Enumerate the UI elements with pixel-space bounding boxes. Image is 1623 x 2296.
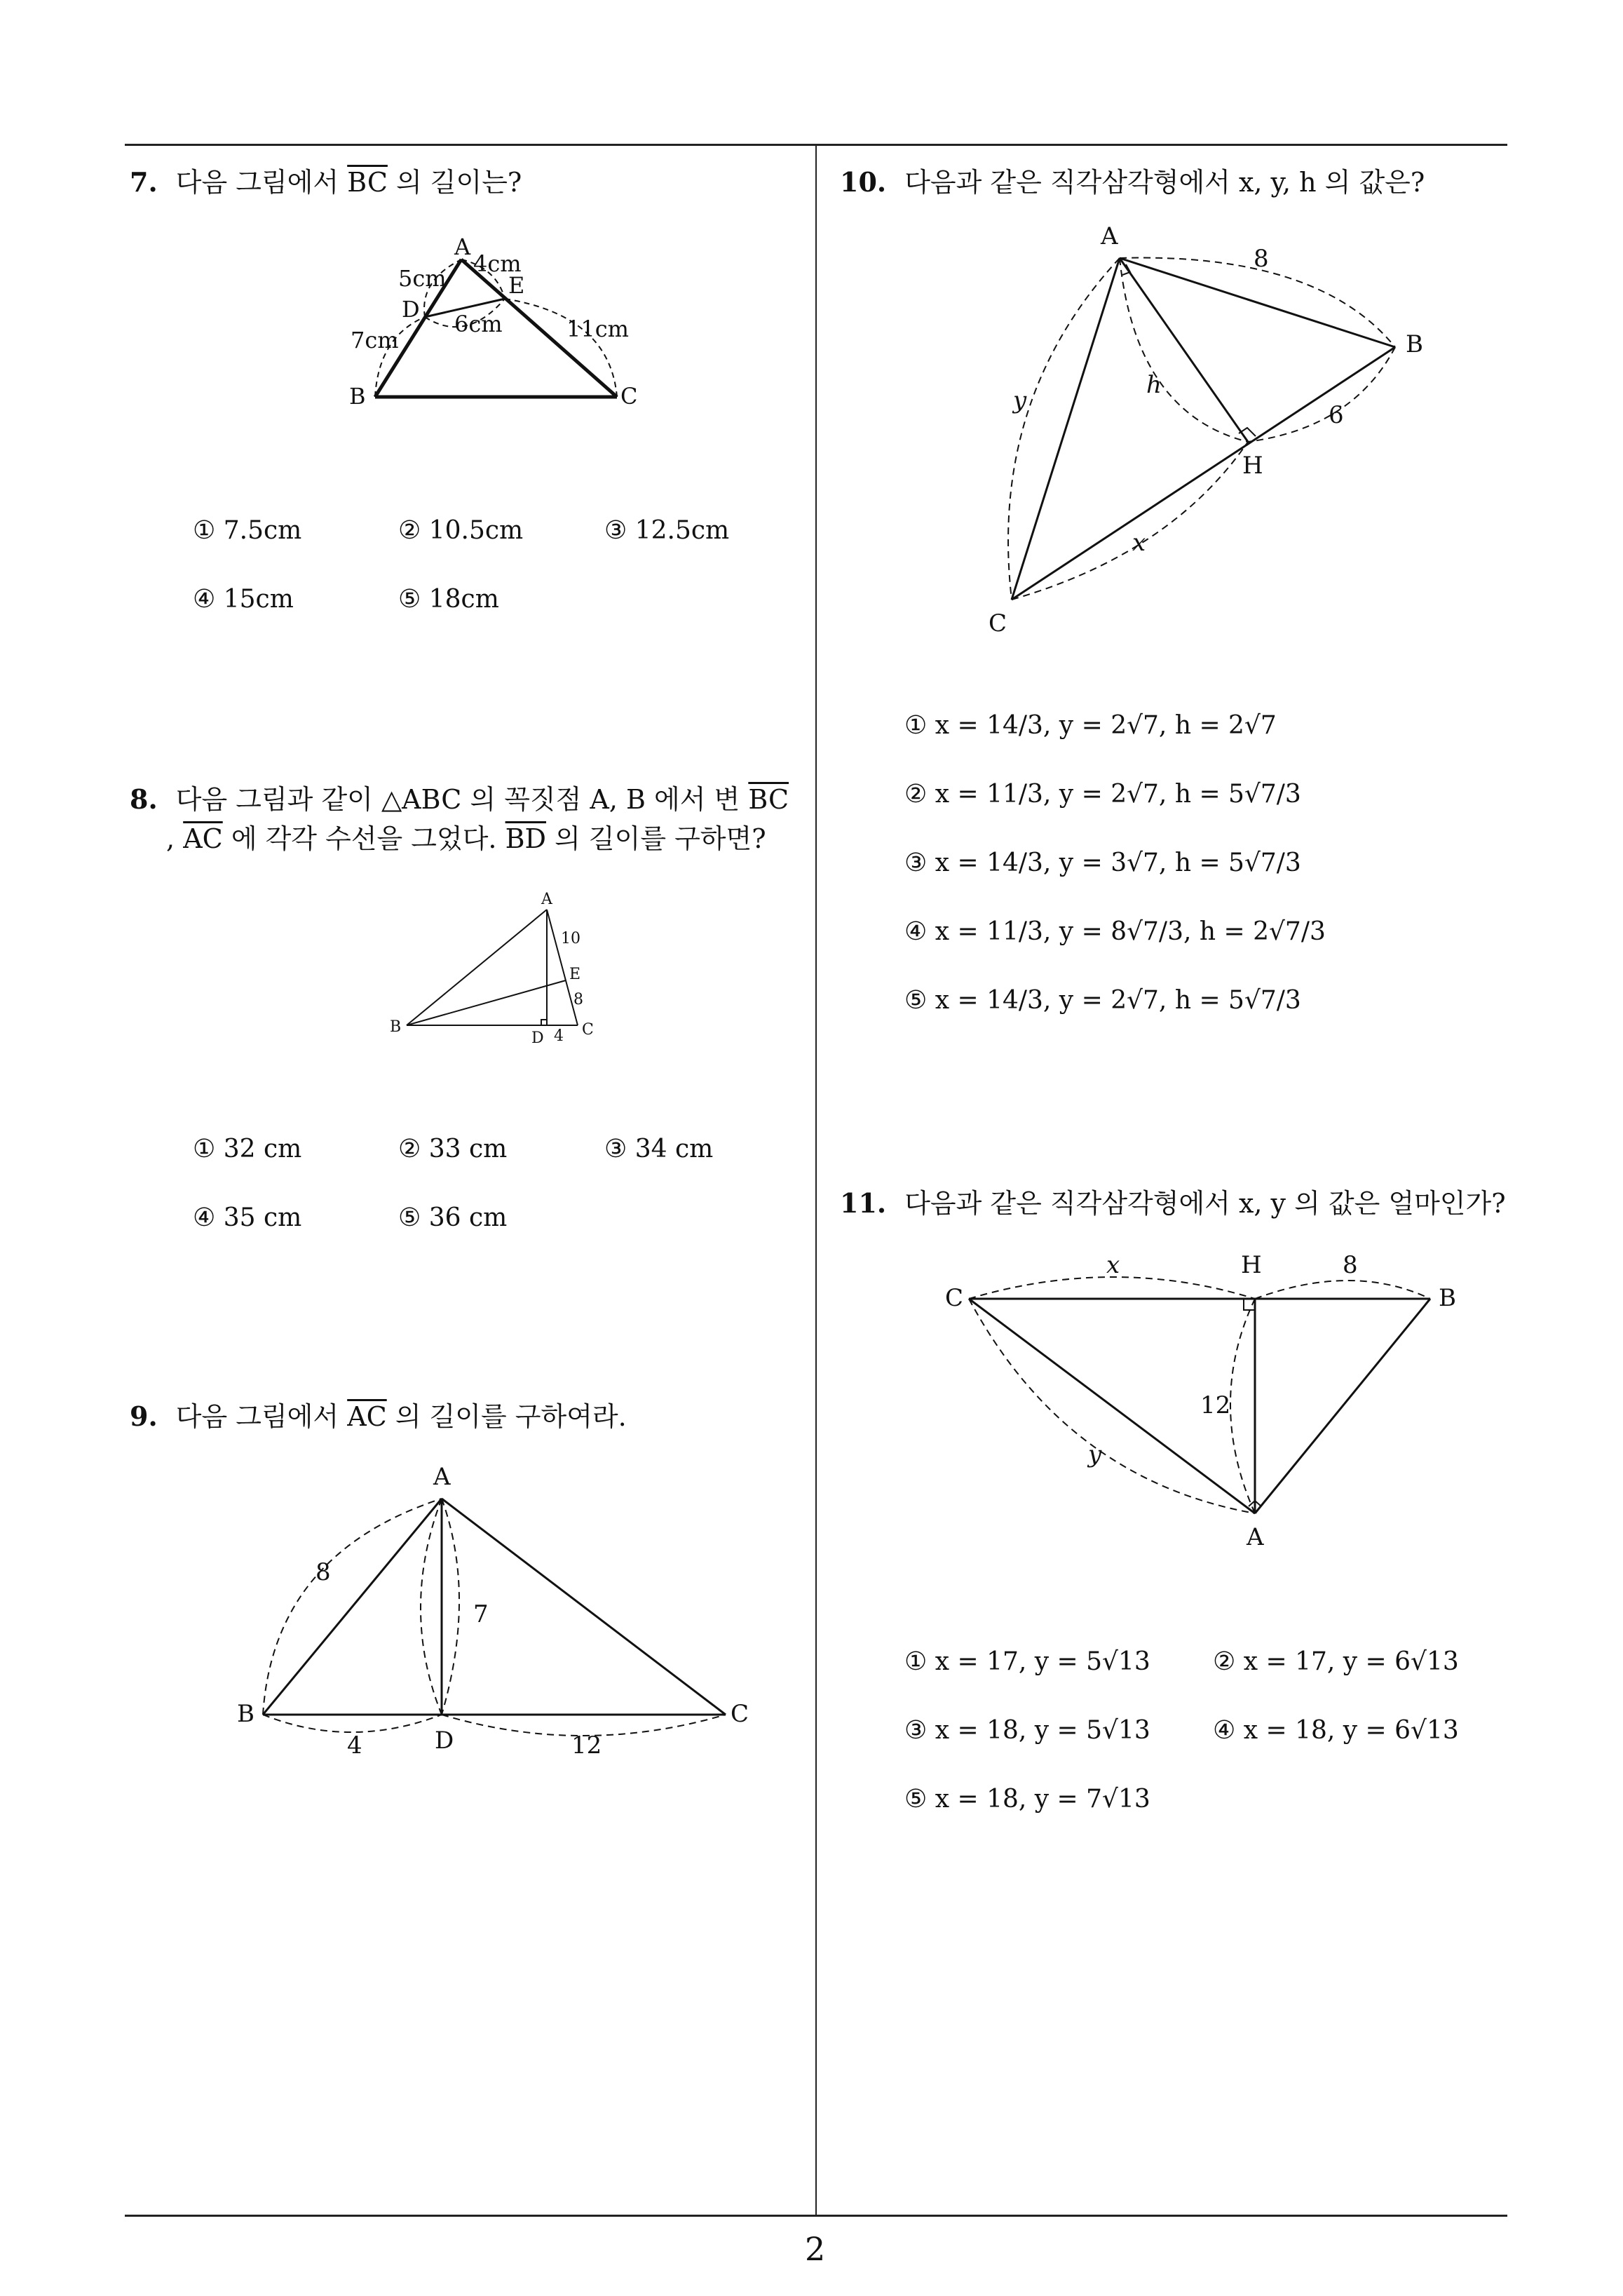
q7-option-4[interactable]: ④ 15cm <box>193 585 294 614</box>
question-text: 다음과 같은 직각삼각형에서 x, y, h 의 값은? <box>904 167 1425 198</box>
label-12: 12 <box>571 1731 602 1760</box>
label-C: C <box>620 383 638 410</box>
question-11 <box>840 1184 1506 1223</box>
label-x: x <box>1132 529 1146 557</box>
label-A: A <box>454 234 471 260</box>
label-B: B <box>390 1018 402 1036</box>
label-E: E <box>508 272 525 299</box>
question-8 <box>130 780 803 858</box>
label-A: A <box>1101 224 1118 250</box>
label-D: D <box>435 1727 454 1755</box>
question-number: 11. <box>840 1187 887 1219</box>
q7-option-2[interactable]: ② 10.5cm <box>398 516 524 545</box>
label-A: A <box>541 891 552 908</box>
label-D: D <box>531 1029 544 1047</box>
label-8: 8 <box>573 991 583 1008</box>
segment-label: $\overline{AC}$ <box>183 823 223 854</box>
q11-option-2[interactable]: ② x = 17, y = 6√13 <box>1213 1647 1459 1676</box>
label-11cm: 11cm <box>566 316 629 342</box>
question-10 <box>840 163 1425 202</box>
q8-option-5[interactable]: ⑤ 36 cm <box>398 1203 508 1232</box>
q11-option-5[interactable]: ⑤ x = 18, y = 7√13 <box>904 1785 1150 1814</box>
q10-option-3[interactable]: ③ x = 14/3, y = 3√7, h = 5√7/3 <box>904 849 1301 877</box>
question-text: 의 길이를 구하면? <box>555 823 766 854</box>
label-B: B <box>349 383 366 410</box>
q11-option-3[interactable]: ③ x = 18, y = 5√13 <box>904 1716 1150 1745</box>
label-A: A <box>1247 1523 1264 1551</box>
q7-figure <box>337 231 659 417</box>
q11-option-4[interactable]: ④ x = 18, y = 6√13 <box>1213 1716 1459 1745</box>
label-8: 8 <box>1254 245 1269 273</box>
label-8: 8 <box>1343 1251 1358 1279</box>
label-12: 12 <box>1200 1391 1231 1419</box>
q10-option-1[interactable]: ① x = 14/3, y = 2√7, h = 2√7 <box>904 711 1277 740</box>
segment-label: $\overline{BD}$ <box>505 823 547 854</box>
question-text: 다음 그림에서 <box>175 167 339 198</box>
label-8: 8 <box>315 1558 331 1586</box>
label-4cm: 4cm <box>473 250 522 277</box>
q7-option-5[interactable]: ⑤ 18cm <box>398 585 499 614</box>
question-number: 8. <box>130 783 158 815</box>
label-C: C <box>582 1021 594 1039</box>
label-H: H <box>1242 452 1263 480</box>
question-text: 다음 그림과 같이 △ABC 의 꼭짓점 A, B 에서 변 <box>175 784 740 815</box>
q11-option-1[interactable]: ① x = 17, y = 5√13 <box>904 1647 1150 1676</box>
segment-label: $\overline{BC}$ <box>347 167 388 198</box>
question-number: 7. <box>130 166 158 198</box>
q8-option-4[interactable]: ④ 35 cm <box>193 1203 302 1232</box>
q7-option-1[interactable]: ① 7.5cm <box>193 516 302 545</box>
label-4: 4 <box>554 1027 564 1045</box>
label-10: 10 <box>561 930 580 947</box>
label-B: B <box>1406 330 1423 358</box>
label-C: C <box>989 609 1007 637</box>
q8-option-1[interactable]: ① 32 cm <box>193 1135 302 1163</box>
q8-figure <box>386 887 610 1048</box>
question-text: 다음 그림에서 <box>175 1401 339 1432</box>
label-6: 6 <box>1329 401 1344 429</box>
q7-option-3[interactable]: ③ 12.5cm <box>604 516 730 545</box>
question-text: 의 길이를 구하여라. <box>395 1401 627 1432</box>
label-B: B <box>237 1700 254 1728</box>
question-text: 의 길이는? <box>396 167 522 198</box>
segment-label: $\overline{BC}$ <box>748 784 789 815</box>
column-divider <box>815 144 817 2216</box>
label-4: 4 <box>347 1731 362 1760</box>
question-number: 10. <box>840 166 887 198</box>
label-x: x <box>1106 1251 1120 1279</box>
bottom-rule <box>125 2215 1507 2217</box>
question-text: , <box>166 823 175 854</box>
label-7: 7 <box>473 1600 489 1628</box>
label-E: E <box>569 966 581 983</box>
segment-label: $\overline{AC}$ <box>347 1401 387 1432</box>
q9-figure <box>231 1455 778 1771</box>
label-5cm: 5cm <box>398 265 447 292</box>
label-C: C <box>945 1284 964 1312</box>
question-number: 9. <box>130 1400 158 1432</box>
label-6cm: 6cm <box>454 311 503 337</box>
label-y: y <box>1088 1440 1102 1468</box>
q10-figure <box>967 224 1444 645</box>
question-text: 에 각각 수선을 그었다. <box>231 823 497 854</box>
question-9 <box>130 1397 627 1436</box>
label-h: h <box>1146 371 1162 399</box>
q8-option-2[interactable]: ② 33 cm <box>398 1135 508 1163</box>
label-D: D <box>402 296 420 323</box>
page-number: 2 <box>805 2230 826 2268</box>
q10-option-5[interactable]: ⑤ x = 14/3, y = 2√7, h = 5√7/3 <box>904 986 1301 1015</box>
label-y: y <box>1013 386 1027 414</box>
label-C: C <box>731 1700 749 1728</box>
label-A: A <box>433 1463 451 1491</box>
question-7 <box>130 163 522 202</box>
q11-figure <box>939 1248 1500 1571</box>
label-H: H <box>1241 1251 1262 1279</box>
q10-option-4[interactable]: ④ x = 11/3, y = 8√7/3, h = 2√7/3 <box>904 917 1326 946</box>
q8-option-3[interactable]: ③ 34 cm <box>604 1135 714 1163</box>
question-text: 다음과 같은 직각삼각형에서 x, y 의 값은 얼마인가? <box>904 1188 1506 1219</box>
q10-option-2[interactable]: ② x = 11/3, y = 2√7, h = 5√7/3 <box>904 780 1301 809</box>
label-B: B <box>1439 1284 1456 1312</box>
label-7cm: 7cm <box>351 327 399 353</box>
